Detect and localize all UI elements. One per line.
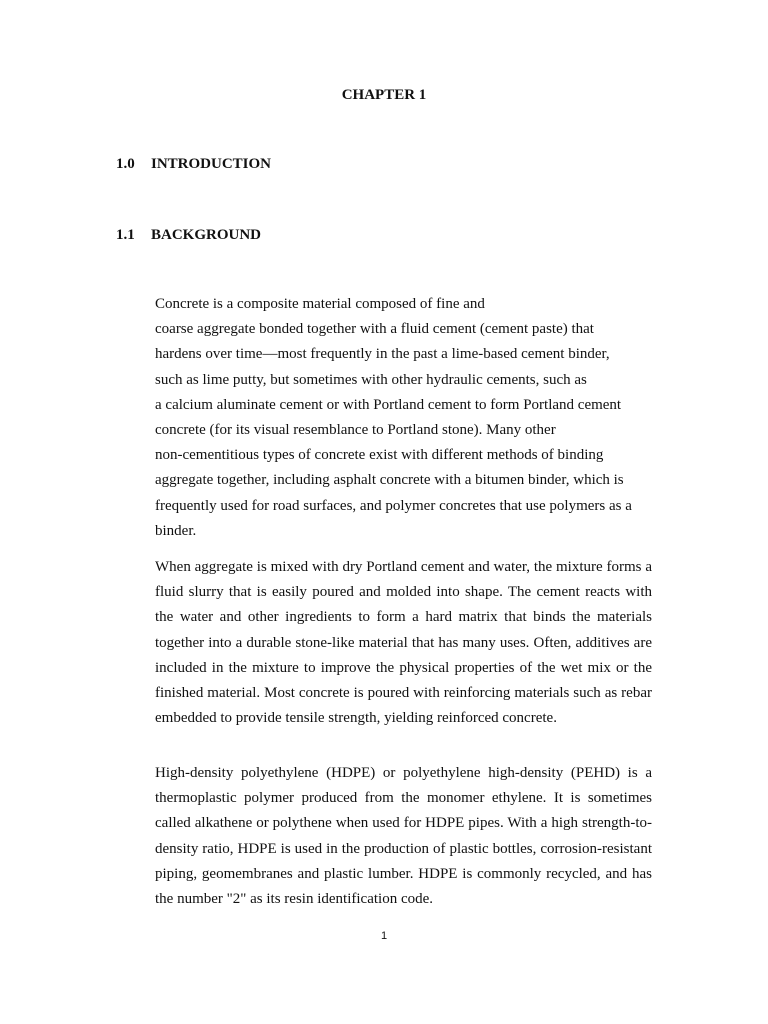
section-title: INTRODUCTION — [151, 156, 272, 172]
paragraph-aggregate-mixing: When aggregate is mixed with dry Portland cement and water, the mixture forms a fluid slurry that is easily poured and molded into shape. The cement reacts with the water and other ingredients to form a hard matrix that binds the materials together into a durable stone-like material that has many uses. Often, additives are included in the mixture to improve the physical properties of the wet mix or the finished material. Most concrete is poured with reinforcing materials such as rebar embedded to provide tensile strength, yielding reinforced concrete. — [155, 559, 652, 727]
section-number: 1.0 — [116, 156, 135, 172]
text-line: frequently used for road surfaces, and polymer concretes that use polymers as a — [155, 497, 632, 514]
section-number: 1.1 — [116, 227, 135, 243]
text-line: concrete (for its visual resemblance to Portland stone). Many other — [155, 421, 556, 438]
paragraph-hdpe: High-density polyethylene (HDPE) or polyethylene high-density (PEHD) is a thermoplastic polymer produced from the monomer ethylene. It is sometimes called alkathene or polythene when used for HDPE pipes. With a high strength-to-density ratio, HDPE is used in the production of plastic bottles, corrosion-resistant piping, geomembranes and plastic lumber. HDPE is commonly recycled, and has the number "2" as its resin identification code. — [155, 765, 652, 908]
text-line: non-cementitious types of concrete exist with different methods of binding — [155, 447, 604, 464]
text-line: aggregate together, including asphalt concrete with a bitumen binder, which is — [155, 472, 624, 489]
paragraph-concrete-definition — [155, 292, 632, 544]
section-heading-introduction — [116, 156, 271, 173]
chapter-title: CHAPTER 1 — [341, 87, 427, 103]
text-line: Concrete is a composite material composed of fine and — [155, 296, 485, 312]
section-title: BACKGROUND — [151, 227, 262, 243]
text-line: coarse aggregate bonded together with a fluid cement (cement paste) that — [155, 321, 594, 338]
page-number: 1 — [380, 930, 388, 942]
text-line: binder. — [155, 522, 197, 539]
text-line: such as lime putty, but sometimes with other hydraulic cements, such as — [155, 371, 587, 388]
text-line: hardens over time—most frequently in the past a lime-based cement binder, — [155, 346, 610, 363]
section-heading-background — [116, 227, 261, 244]
text-line: a calcium aluminate cement or with Portland cement to form Portland cement — [155, 396, 622, 413]
